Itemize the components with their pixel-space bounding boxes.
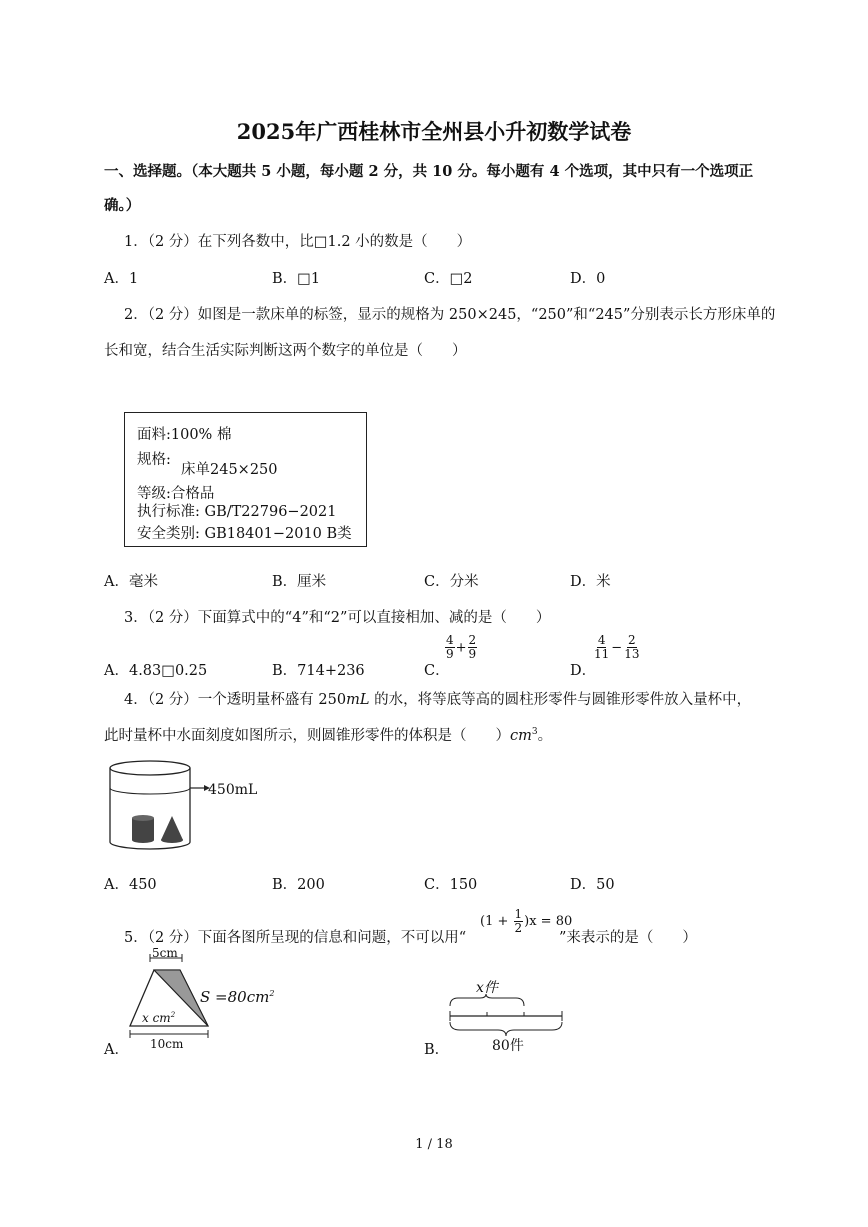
label-grade: 等级:合格品 — [137, 486, 215, 502]
q1-option-b: B．□1 — [272, 271, 321, 287]
label-fabric: 面料:100% 棉 — [137, 427, 232, 443]
page-number: 1 / 18 — [415, 1137, 453, 1152]
q3-option-d-label: D． — [570, 663, 597, 679]
q3-option-c-expression: $\frac{4}{9}$ + $\frac{2}{9}$ — [446, 633, 477, 661]
question-5-stem-b: ”来表示的是（ ） — [559, 930, 697, 946]
q2-option-c: C．分米 — [424, 574, 479, 590]
q5-equation: (1 + $\frac{1}{2}$ )x = 80 — [480, 907, 573, 935]
trapezoid-figure — [124, 946, 284, 1056]
q2-option-d: D．米 — [570, 574, 611, 590]
q2-option-b: B．厘米 — [272, 574, 327, 590]
trapezoid-bottom-label: 10cm — [150, 1037, 184, 1051]
segment-diagram-figure — [446, 974, 570, 1054]
label-standard: 执行标准: GB/T22796−2021 — [137, 504, 337, 520]
question-4-stem-line1: 4．（2 分）一个透明量杯盛有 250mL 的水，将等底等高的圆柱形零件与圆锥形零件放入量杯中， — [124, 692, 752, 708]
label-spec: 规格: — [137, 452, 171, 468]
segment-top-label: x件 — [476, 980, 498, 996]
q2-option-a: A．毫米 — [104, 574, 158, 590]
cup-water-level-label: 450mL — [208, 782, 258, 798]
page-title: 2025年广西桂林市全州县小升初数学试卷 — [236, 119, 632, 144]
q3-option-b: B．714+236 — [272, 663, 365, 679]
cylinder-part — [132, 815, 154, 843]
measuring-cup-figure — [104, 756, 274, 856]
q4-option-c: C．150 — [424, 877, 478, 893]
white-area-label: x $cm^2$ — [142, 1011, 176, 1025]
q5-option-b: B． — [424, 1042, 450, 1058]
label-safety: 安全类别: GB18401−2010 B类 — [137, 526, 352, 542]
q3-option-a: A．4.83□0.25 — [104, 663, 208, 679]
shaded-area-label: $S =80cm^2$ — [200, 988, 275, 1006]
q1-option-a: A．1 — [104, 271, 139, 287]
question-5-stem-a: 5．（2 分）下面各图所呈现的信息和问题，不可以用“ — [124, 930, 467, 946]
bedsheet-label-figure — [124, 412, 367, 547]
q3-option-d-expression: $\frac{4}{11}$ − $\frac{2}{13}$ — [594, 633, 640, 661]
q4-option-a: A．450 — [104, 877, 157, 893]
question-2-stem-line1: 2．（2 分）如图是一款床单的标签，显示的规格为 250×245，“250”和“245”分别表示长方形床单的 — [124, 307, 776, 323]
trapezoid-top-label: 5cm — [152, 946, 178, 960]
q1-option-c: C．□2 — [424, 271, 473, 287]
q4-option-d: D．50 — [570, 877, 615, 893]
label-spec-value: 床单245×250 — [181, 462, 278, 478]
segment-bottom-label: 80件 — [492, 1038, 524, 1054]
q3-option-c-label: C． — [424, 663, 450, 679]
question-1-stem: 1．（2 分）在下列各数中，比□1.2 小的数是（ ） — [124, 234, 472, 250]
q5-option-a: A． — [104, 1042, 129, 1058]
question-3-stem: 3．（2 分）下面算式中的“4”和“2”可以直接相加、减的是（ ） — [124, 610, 551, 626]
section-heading-line1: 一、选择题。（本大题共 5 小题，每小题 2 分，共 10 分。每小题有 4 个选项，其中只有一个选项正 — [104, 163, 754, 180]
q1-option-d: D．0 — [570, 271, 606, 287]
question-2-stem-line2: 长和宽，结合生活实际判断这两个数字的单位是（ ） — [104, 343, 467, 359]
q4-option-b: B．200 — [272, 877, 325, 893]
cone-part — [161, 816, 183, 843]
question-4-stem-line2: 此时量杯中水面刻度如图所示，则圆锥形零件的体积是（ ）$cm^3$。 — [104, 727, 553, 744]
section-heading-line2: 确。） — [104, 197, 141, 214]
